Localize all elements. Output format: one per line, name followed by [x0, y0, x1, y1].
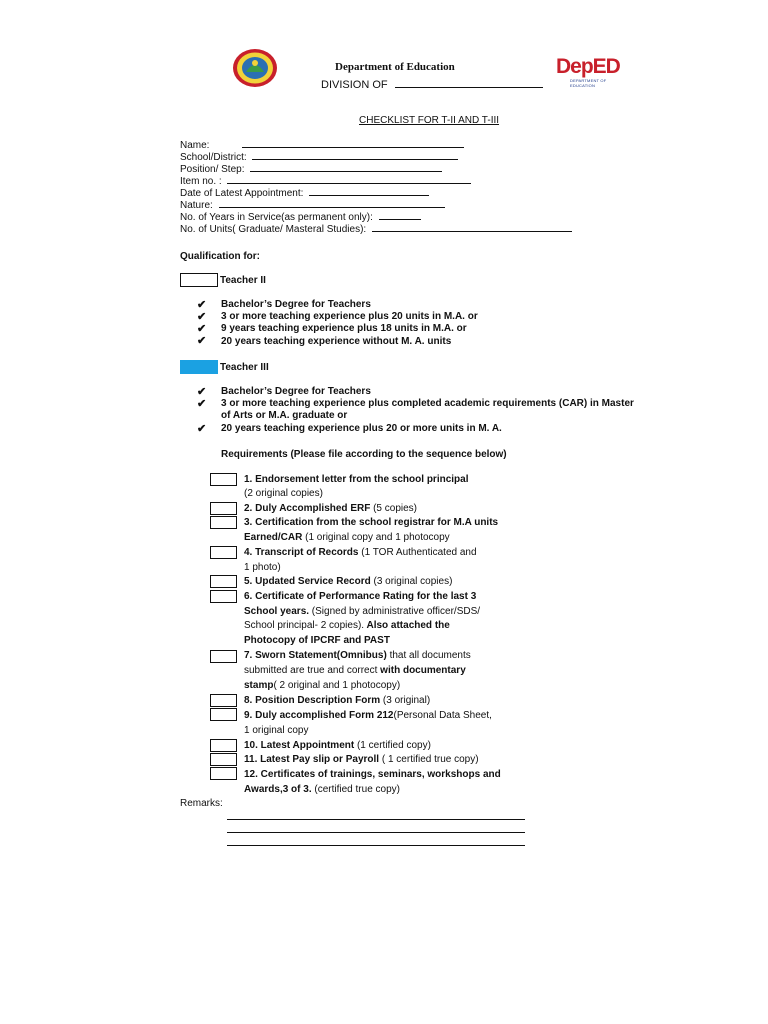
teacher2-item: 20 years teaching experience without M. A. units — [221, 336, 452, 347]
field-name-blank[interactable] — [242, 146, 464, 148]
req6-checkbox[interactable] — [210, 590, 237, 603]
teacher3-checkbox[interactable] — [180, 360, 218, 374]
req7-desc2: submitted are true and correct — [244, 665, 378, 676]
field-nature-label: Nature: — [180, 200, 213, 211]
qualification-label: Qualification for: — [180, 251, 260, 262]
fields-section — [180, 140, 630, 240]
req12-copies: (certified true copy) — [311, 784, 400, 795]
deped-logo-text: DepED — [556, 55, 620, 78]
req7-copies: ( 2 original and 1 photocopy) — [273, 680, 401, 691]
field-item-blank[interactable] — [227, 182, 471, 184]
field-nature — [180, 200, 445, 211]
req2-text — [244, 503, 417, 514]
req8-title: 8. Position Description Form — [244, 695, 381, 706]
req4-text — [244, 547, 477, 558]
req6-cont2 — [244, 620, 450, 631]
req7-doc: with documentary — [377, 665, 466, 676]
remarks-line[interactable] — [227, 819, 525, 820]
field-appointment-blank[interactable] — [309, 194, 429, 196]
field-position — [180, 164, 442, 175]
req5-text — [244, 576, 452, 587]
req9-checkbox[interactable] — [210, 708, 237, 721]
req1-text: 1. Endorsement letter from the school principal — [244, 474, 469, 485]
field-school — [180, 152, 458, 163]
requirements-label: Requirements (Please file according to the sequence below) — [221, 449, 507, 460]
req9-text — [244, 710, 492, 721]
req10-copies: (1 certified copy) — [354, 740, 431, 751]
field-item — [180, 176, 471, 187]
req4-title: 4. Transcript of Records — [244, 547, 359, 558]
field-school-label: School/District: — [180, 152, 247, 163]
req2-checkbox[interactable] — [210, 502, 237, 515]
req10-text — [244, 740, 431, 751]
req8-copies: (3 original) — [380, 695, 431, 706]
checkmark-icon: ✔ — [197, 323, 207, 335]
field-name-label: Name: — [180, 140, 210, 151]
req3-checkbox[interactable] — [210, 516, 237, 529]
req2-title: 2. Duly Accomplished ERF — [244, 503, 371, 514]
checkmark-icon: ✔ — [197, 299, 207, 311]
req8-text — [244, 695, 430, 706]
req12-awards: Awards,3 of 3. — [244, 784, 312, 795]
req9-cont: 1 original copy — [244, 725, 309, 736]
req10-checkbox[interactable] — [210, 739, 237, 752]
department-title: Department of Education — [335, 61, 455, 73]
req7-stamp: stamp — [244, 680, 274, 691]
req9-title: 9. Duly accomplished Form 212 — [244, 710, 394, 721]
req3-text: 3. Certification from the school registrar for M.A units — [244, 517, 499, 528]
req6-school-years: School years. — [244, 606, 310, 617]
teacher3-item: 3 or more teaching experience plus completed academic requirements (CAR) in Master — [221, 398, 634, 409]
checkmark-icon: ✔ — [197, 311, 207, 323]
teacher3-item-cont: of Arts or M.A. graduate or — [221, 410, 348, 421]
field-years-label: No. of Years in Service(as permanent only): — [180, 212, 373, 223]
req8-checkbox[interactable] — [210, 694, 237, 707]
checkmark-icon: ✔ — [197, 398, 207, 410]
req10-title: 10. Latest Appointment — [244, 740, 355, 751]
req12-cont — [244, 784, 400, 795]
req7-desc: that all documents — [386, 650, 471, 661]
field-school-blank[interactable] — [252, 158, 458, 160]
remarks-line[interactable] — [227, 845, 525, 846]
field-appointment — [180, 188, 429, 199]
req6-copies: School principal- 2 copies). — [244, 620, 365, 631]
field-units-blank[interactable] — [372, 230, 572, 232]
checkmark-icon: ✔ — [197, 386, 207, 398]
deped-logo — [556, 56, 626, 88]
teacher2-item: Bachelor’s Degree for Teachers — [221, 299, 371, 310]
division-blank[interactable] — [395, 86, 543, 88]
field-appointment-label: Date of Latest Appointment: — [180, 188, 304, 199]
teacher3-label: Teacher III — [220, 362, 269, 373]
req12-checkbox[interactable] — [210, 767, 237, 780]
division-line — [321, 79, 543, 91]
field-position-label: Position/ Step: — [180, 164, 245, 175]
teacher2-label: Teacher II — [220, 275, 266, 286]
req11-title: 11. Latest Pay slip or Payroll — [244, 754, 380, 765]
deped-logo-subtext: DEPARTMENT OF EDUCATION — [570, 78, 607, 88]
teacher2-item: 9 years teaching experience plus 18 units in M.A. or — [221, 323, 467, 334]
req11-checkbox[interactable] — [210, 753, 237, 766]
field-years — [180, 212, 421, 223]
checkmark-icon: ✔ — [197, 335, 207, 347]
requirements-list — [244, 474, 544, 804]
req7-cont2 — [244, 680, 400, 691]
teacher2-checkbox[interactable] — [180, 273, 218, 287]
req1-copies: (2 original copies) — [244, 488, 323, 499]
remarks-label: Remarks: — [180, 798, 223, 809]
req1-checkbox[interactable] — [210, 473, 237, 486]
teacher3-item: Bachelor’s Degree for Teachers — [221, 386, 371, 397]
teacher3-item: 20 years teaching experience plus 20 or more units in M. A. — [221, 423, 502, 434]
req7-checkbox[interactable] — [210, 650, 237, 663]
field-units-label: No. of Units( Graduate/ Masteral Studies): — [180, 224, 367, 235]
req4-copies: (1 TOR Authenticated and — [358, 547, 477, 558]
req7-cont — [244, 665, 466, 676]
remarks-line[interactable] — [227, 832, 525, 833]
field-item-label: Item no. : — [180, 176, 222, 187]
division-seal-logo — [232, 48, 278, 88]
field-nature-blank[interactable] — [219, 206, 445, 208]
field-name — [180, 140, 464, 151]
checkmark-icon: ✔ — [197, 423, 207, 435]
req6-cont — [244, 606, 480, 617]
req6-text: 6. Certificate of Performance Rating for the last 3 — [244, 591, 477, 602]
checklist-title: CHECKLIST FOR T-II AND T-III — [359, 115, 500, 126]
req6-signed: (Signed by administrative officer/SDS/ — [309, 606, 481, 617]
req7-title: 7. Sworn Statement(Omnibus) — [244, 650, 387, 661]
req11-text — [244, 754, 479, 765]
req4-cont: 1 photo) — [244, 562, 281, 573]
req3-copies: (1 original copy and 1 photocopy — [302, 532, 450, 543]
req2-copies: (5 copies) — [370, 503, 418, 514]
req6-attached: Also attached the — [364, 620, 450, 631]
req11-copies: ( 1 certified true copy) — [379, 754, 479, 765]
req3-earned: Earned/CAR — [244, 532, 303, 543]
req6-cont3: Photocopy of IPCRF and PAST — [244, 635, 390, 646]
req4-checkbox[interactable] — [210, 546, 237, 559]
req5-checkbox[interactable] — [210, 575, 237, 588]
teacher2-item: 3 or more teaching experience plus 20 units in M.A. or — [221, 311, 478, 322]
field-units — [180, 224, 572, 235]
req9-desc: (Personal Data Sheet, — [393, 710, 492, 721]
teacher2-list — [197, 299, 697, 349]
req7-text — [244, 650, 471, 661]
field-position-blank[interactable] — [250, 170, 442, 172]
division-label: DIVISION OF — [321, 79, 388, 91]
req12-text: 12. Certificates of trainings, seminars, workshops and — [244, 769, 501, 780]
req3-cont — [244, 532, 450, 543]
field-years-blank[interactable] — [379, 218, 421, 220]
req5-copies: (3 original copies) — [370, 576, 453, 587]
teacher3-list — [197, 386, 717, 436]
req5-title: 5. Updated Service Record — [244, 576, 371, 587]
